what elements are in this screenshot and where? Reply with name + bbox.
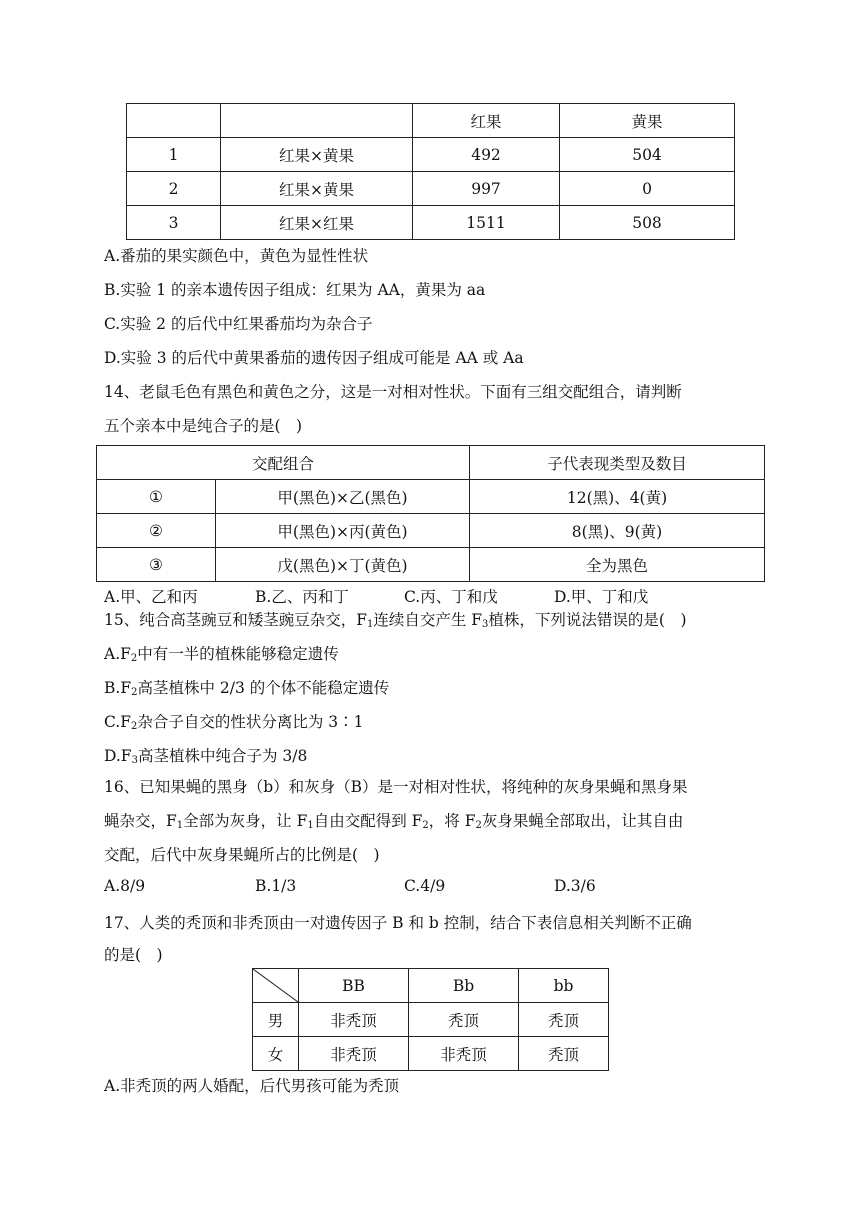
q13-option-c: C.实验 2 的后代中红果番茄均为杂合子	[104, 315, 373, 333]
table-header: Bb	[409, 969, 519, 1003]
q15-stem	[104, 608, 687, 630]
q17-table	[252, 968, 609, 1071]
subscript: 1	[176, 820, 184, 831]
stem-text: ，将 F	[428, 812, 476, 830]
q14-table	[96, 445, 765, 582]
table-cell: 甲(黑色)×丙(黄色)	[216, 514, 470, 548]
table-cell: 女	[253, 1037, 299, 1071]
q15-stem-text: 15、纯合高茎豌豆和矮茎豌豆杂交，F	[104, 611, 367, 629]
table-cell: 1511	[413, 206, 560, 240]
table-row	[253, 1037, 609, 1071]
subscript: 1	[307, 820, 314, 831]
q16-option-b: B.1/3	[255, 877, 297, 895]
table-cell: 非秃顶	[299, 1037, 409, 1071]
table-cell: 红果×黄果	[221, 138, 413, 172]
table-cell: 非秃顶	[299, 1003, 409, 1037]
q13-option-a: A.番茄的果实颜色中，黄色为显性性状	[104, 247, 369, 265]
diagonal-header-cell	[253, 969, 299, 1003]
diagonal-line	[253, 969, 298, 1002]
table-header-yellow: 黄果	[560, 104, 735, 138]
table-cell	[221, 104, 413, 138]
q15-option-d	[104, 744, 307, 766]
table-cell	[127, 104, 221, 138]
option-text: 高茎植株中纯合子为 3/8	[137, 747, 308, 765]
table-cell: 秃顶	[519, 1003, 609, 1037]
table-cell: 504	[560, 138, 735, 172]
table-cell: 甲(黑色)×乙(黑色)	[216, 480, 470, 514]
q14-stem-line2: 五个亲本中是纯合子的是( )	[104, 417, 303, 435]
q13-option-b: B.实验 1 的亲本遗传因子组成：红果为 AA，黄果为 aa	[104, 281, 486, 299]
subscript: 2	[475, 820, 482, 831]
table-row	[97, 548, 765, 582]
stem-text: 蝇杂交，F	[104, 812, 177, 830]
table-header: BB	[299, 969, 409, 1003]
q15-option-c	[104, 710, 364, 732]
table-cell: 3	[127, 206, 221, 240]
stem-text: 全部为灰身，让 F	[183, 812, 308, 830]
q14-option-a: A.甲、乙和丙	[104, 588, 198, 606]
q15-option-b	[104, 676, 389, 698]
q16-option-a: A.8/9	[104, 877, 146, 895]
option-text: 中有一半的植株能够稳定遗传	[137, 645, 339, 663]
table-row	[253, 1003, 609, 1037]
table-header: 子代表现类型及数目	[470, 446, 765, 480]
option-text: B.F	[104, 679, 132, 697]
table-cell: 全为黑色	[470, 548, 765, 582]
q16-stem-line1: 16、已知果蝇的黑身（b）和灰身（B）是一对相对性状，将纯种的灰身果蝇和黑身果	[104, 778, 688, 796]
q15-stem-text: 连续自交产生 F	[373, 611, 483, 629]
table-cell: 997	[413, 172, 560, 206]
table-cell: 戊(黑色)×丁(黄色)	[216, 548, 470, 582]
table-row	[127, 172, 735, 206]
table-header: 交配组合	[97, 446, 470, 480]
q14-option-c: C.丙、丁和戊	[404, 588, 498, 606]
option-text: A.F	[104, 645, 131, 663]
subscript: 3	[131, 755, 138, 766]
q14-option-d: D.甲、丁和戊	[554, 588, 649, 606]
table-cell: 492	[413, 138, 560, 172]
q14-stem-line1: 14、老鼠毛色有黑色和黄色之分，这是一对相对性状。下面有三组交配组合，请判断	[104, 383, 682, 401]
table-cell: ②	[97, 514, 216, 548]
table-cell: ①	[97, 480, 216, 514]
q16-option-d: D.3/6	[554, 877, 596, 895]
q17-option-a: A.非秃顶的两人婚配，后代男孩可能为秃顶	[104, 1077, 400, 1095]
table-cell: ③	[97, 548, 216, 582]
table-row	[127, 138, 735, 172]
subscript: 2	[422, 820, 429, 831]
table-cell: 非秃顶	[409, 1037, 519, 1071]
table-row	[127, 206, 735, 240]
table-row	[97, 480, 765, 514]
q17-stem-line1: 17、人类的秃顶和非秃顶由一对遗传因子 B 和 b 控制，结合下表信息相关判断不正确	[104, 914, 692, 932]
q13-option-d: D.实验 3 的后代中黄果番茄的遗传因子组成可能是 AA 或 Aa	[104, 349, 524, 367]
subscript: 3	[482, 619, 489, 630]
q14-option-b: B.乙、丙和丁	[255, 588, 349, 606]
table-cell: 红果×黄果	[221, 172, 413, 206]
option-text: 高茎植株中 2/3 的个体不能稳定遗传	[137, 679, 390, 697]
table-cell: 1	[127, 138, 221, 172]
table-cell: 男	[253, 1003, 299, 1037]
q17-stem-line2: 的是( )	[104, 946, 163, 964]
option-text: 杂合子自交的性状分离比为 3∶1	[137, 713, 364, 731]
table-row	[97, 514, 765, 548]
table-header: bb	[519, 969, 609, 1003]
table-cell: 8(黑)、9(黄)	[470, 514, 765, 548]
table-header-red: 红果	[413, 104, 560, 138]
subscript: 1	[366, 619, 374, 630]
table-cell: 0	[560, 172, 735, 206]
q16-option-c: C.4/9	[404, 877, 446, 895]
stem-text: 灰身果蝇全部取出，让其自由	[481, 812, 684, 830]
q15-option-a	[104, 642, 339, 664]
subscript: 2	[131, 721, 138, 732]
q13-table	[126, 103, 735, 240]
option-text: C.F	[104, 713, 131, 731]
q16-stem-line3: 交配，后代中灰身果蝇所占的比例是( )	[104, 846, 380, 864]
subscript: 2	[131, 687, 138, 698]
q15-stem-text: 植株，下列说法错误的是( )	[488, 611, 687, 629]
subscript: 2	[130, 653, 138, 664]
table-cell: 2	[127, 172, 221, 206]
table-cell: 秃顶	[409, 1003, 519, 1037]
table-cell: 红果×红果	[221, 206, 413, 240]
table-cell: 秃顶	[519, 1037, 609, 1071]
table-cell: 12(黑)、4(黄)	[470, 480, 765, 514]
table-cell: 508	[560, 206, 735, 240]
q16-stem-line2	[104, 809, 683, 831]
stem-text: 自由交配得到 F	[313, 812, 423, 830]
option-text: D.F	[104, 747, 132, 765]
